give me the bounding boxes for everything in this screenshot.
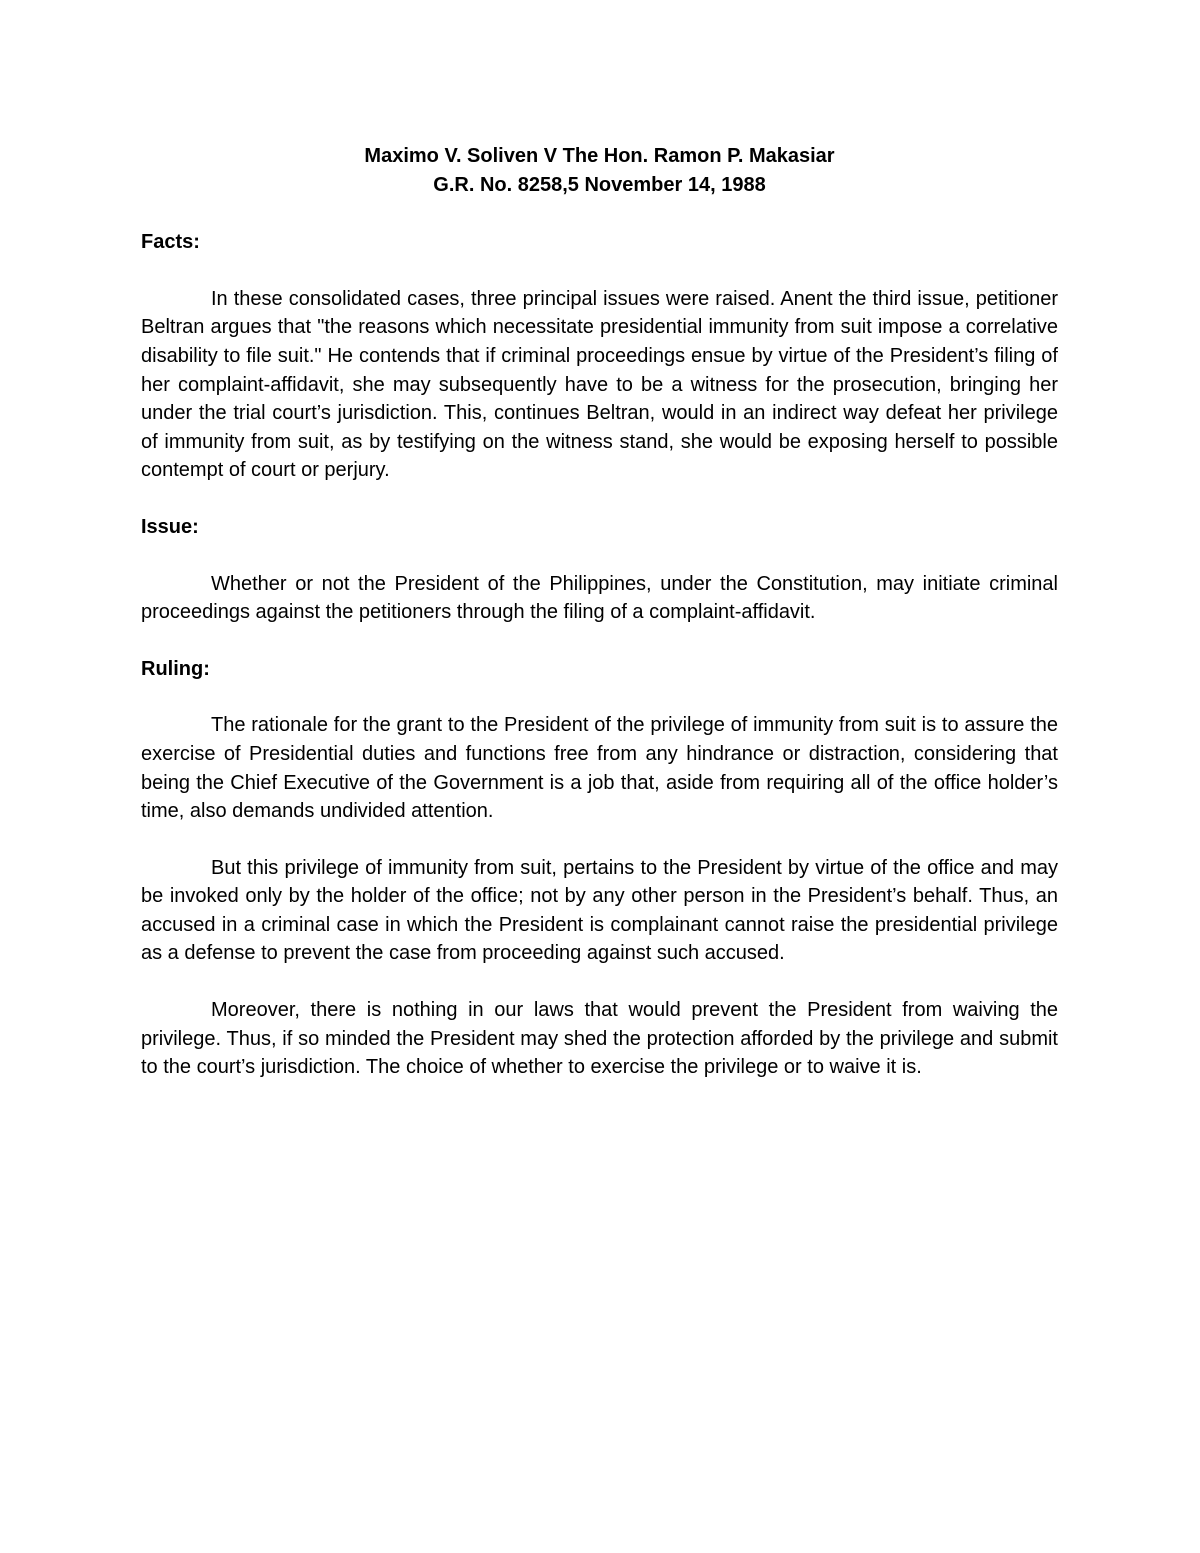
case-number-date: G.R. No. 8258,5 November 14, 1988	[433, 173, 766, 196]
ruling-paragraph-2: But this privilege of immunity from suit, pertains to the President by virtue of the office and may be invoked only by the holder of the office; not by any other person in the President’s behalf. Thus, an accused in a criminal case in which the President is complainant cannot raise the presidential privilege as a defense to prevent the case from proceeding against such accused.	[141, 856, 1058, 965]
facts-paragraph: In these consolidated cases, three principal issues were raised. Anent the third issue, petitioner Beltran argues that "the reasons which necessitate presidential immunity from suit impose a correlative disability to file suit." He contends that if criminal proceedings ensue by virtue of the President’s filing of her complaint-affidavit, she may subsequently have to be a witness for the prosecution, bringing her under the trial court’s jurisdiction. This, continues Beltran, would in an indirect way defeat her privilege of immunity from suit, as by testifying on the witness stand, she would be exposing herself to possible contempt of court or perjury.	[141, 287, 1058, 482]
case-title: Maximo V. Soliven V The Hon. Ramon P. Makasiar	[364, 145, 835, 167]
facts-heading: Facts:	[141, 231, 200, 254]
issue-paragraph: Whether or not the President of the Philippines, under the Constitution, may initiate criminal proceedings against the petitioners through the filing of a complaint-affidavit.	[141, 572, 1058, 624]
ruling-heading: Ruling:	[141, 657, 210, 680]
document-body	[141, 142, 1058, 1082]
ruling-paragraph-1: The rationale for the grant to the President of the privilege of immunity from suit is to assure the exercise of Presidential duties and functions free from any hindrance or distraction, considering that being the Chief Executive of the Government is a job that, aside from requiring all of the office holder’s time, also demands undivided attention.	[141, 714, 1058, 823]
issue-heading: Issue:	[141, 515, 199, 538]
ruling-paragraph-3: Moreover, there is nothing in our laws that would prevent the President from waiving the privilege. Thus, if so minded the President may shed the protection afforded by the privilege and submit to the court’s jurisdiction. The choice of whether to exercise the privilege or to waive it is.	[141, 999, 1058, 1079]
